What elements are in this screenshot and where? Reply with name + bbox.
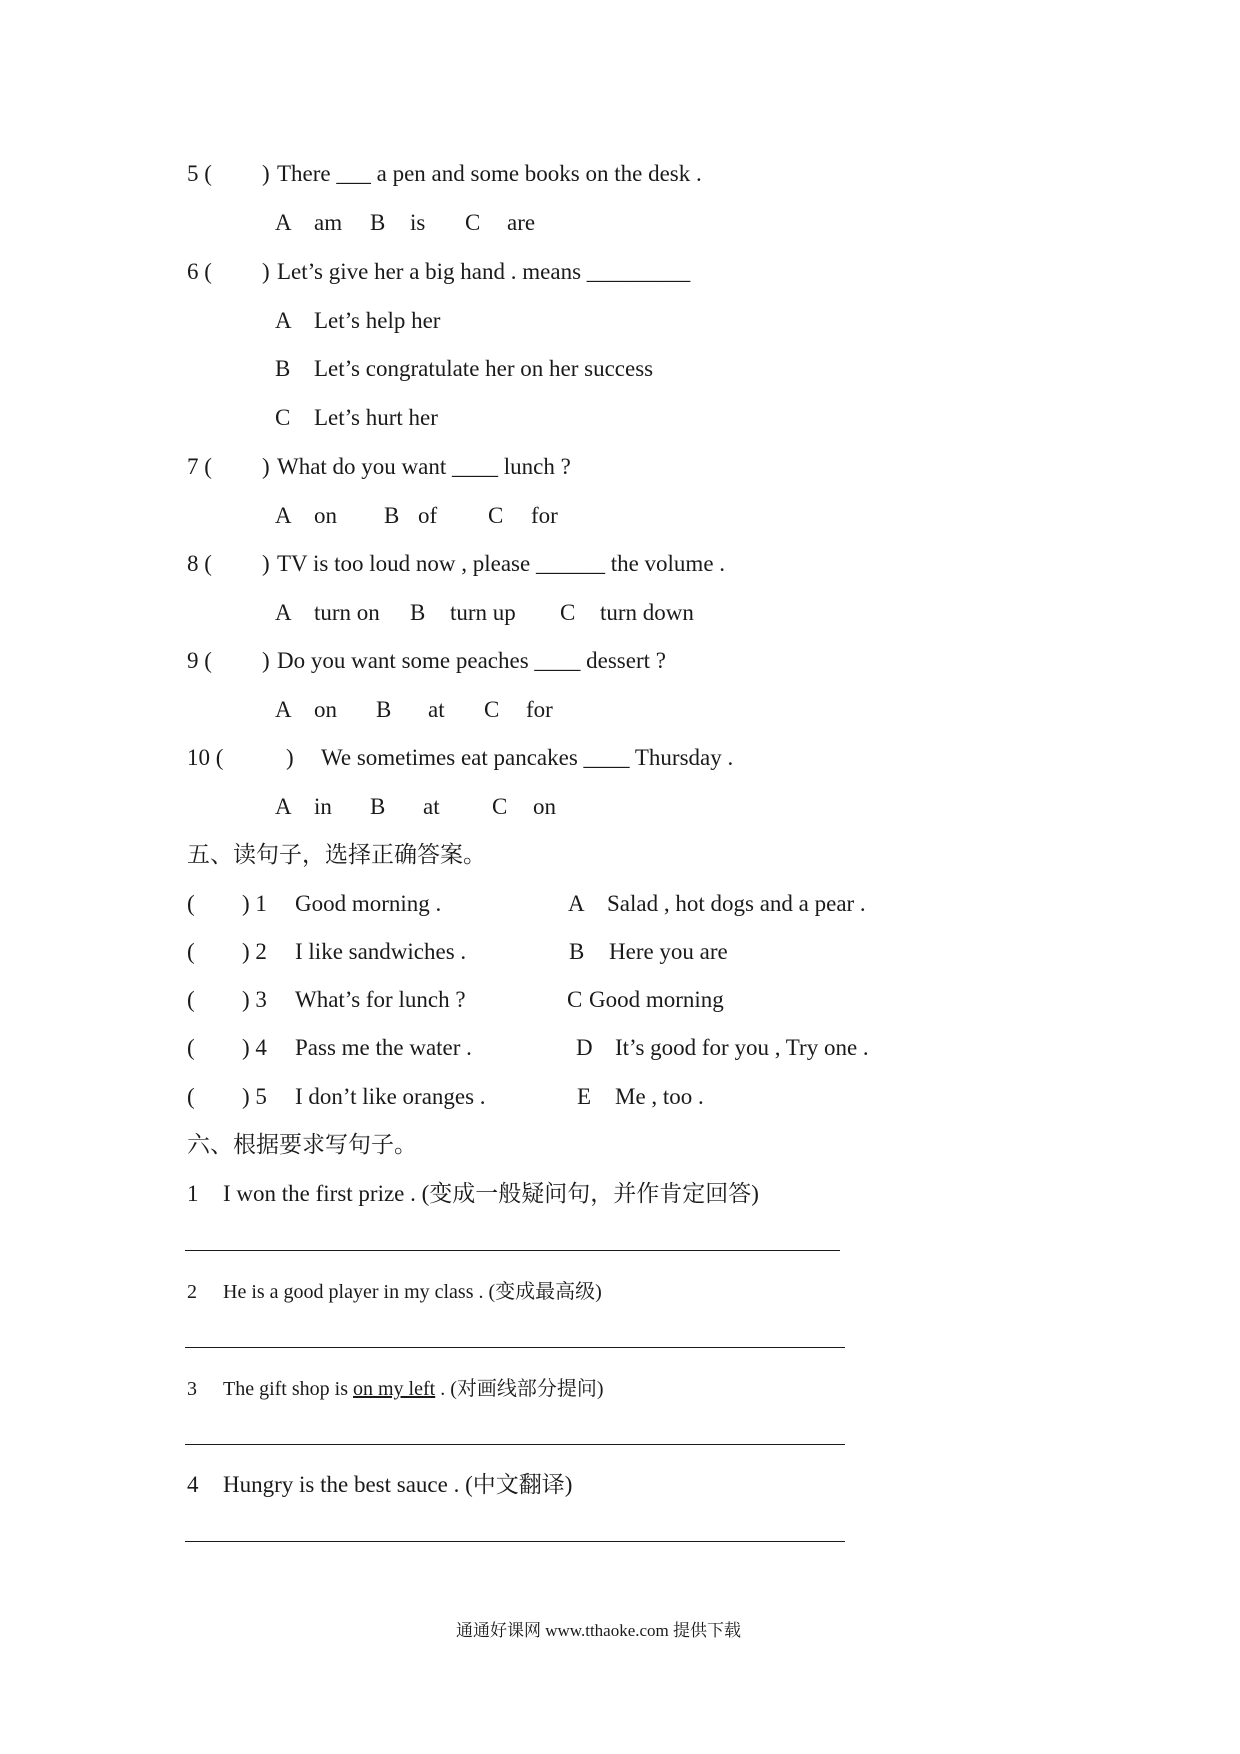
answer-line[interactable] [185,1444,845,1445]
option-text: are [507,210,536,235]
option-letter: B [275,356,291,381]
option-letter: B [370,794,386,819]
option-text: is [410,210,426,235]
option-letter: A [275,600,292,625]
option-letter: B [384,503,400,528]
answer-paren-close: ) [262,648,270,673]
option-letter: A [275,503,292,528]
option-letter: A [275,697,292,722]
item-number: 2 [187,1281,197,1303]
match-letter: D [576,1035,593,1060]
answer-paren-open: ( [187,939,195,964]
answer-line[interactable] [185,1347,845,1348]
answer-paren-close: ) [286,745,294,770]
option-letter: C [560,600,576,625]
question-number: 9 ( [187,648,212,673]
match-number: ) 3 [242,987,267,1012]
option-text: for [531,503,558,528]
question-number: 6 ( [187,259,212,284]
option-letter: C [484,697,500,722]
answer-paren-close: ) [262,259,270,284]
question-number: 5 ( [187,161,212,186]
match-right-text: It’s good for you , Try one . [615,1035,869,1060]
match-right-text: Here you are [609,939,728,964]
match-left-text: Good morning . [295,891,442,916]
option-text: am [314,210,343,235]
option-text: Let’s help her [314,308,441,333]
answer-line[interactable] [185,1250,840,1251]
option-text: of [418,503,438,528]
option-text: in [314,794,332,819]
option-text: Let’s congratulate her on her success [314,356,654,381]
option-letter: A [275,794,292,819]
item-number: 3 [187,1378,197,1400]
answer-paren-open: ( [187,891,195,916]
match-number: ) 1 [242,891,267,916]
answer-paren-close: ) [262,454,270,479]
answer-paren-open: ( [187,1035,195,1060]
option-letter: C [488,503,504,528]
item-text: Hungry is the best sauce . (中文翻译) [223,1472,573,1497]
item-text-post: . (对画线部分提问) [435,1378,604,1400]
match-left-text: I don’t like oranges . [295,1084,486,1109]
answer-paren-close: ) [262,551,270,576]
question-text: There ___ a pen and some books on the desk . [277,161,702,186]
option-text: turn up [450,600,516,625]
match-number: ) 4 [242,1035,267,1060]
option-text: at [423,794,440,819]
match-left-text: I like sandwiches . [295,939,467,964]
match-right-text: Me , too . [615,1084,704,1109]
item-text: He is a good player in my class . (变成最高级) [223,1281,602,1303]
match-number: ) 2 [242,939,267,964]
item-text: I won the first prize . (变成一般疑问句，并作肯定回答) [223,1181,759,1206]
section-5-title: 五、读句子，选择正确答案。 [187,842,486,867]
match-left-text: Pass me the water . [295,1035,472,1060]
option-letter: C [465,210,481,235]
option-letter: B [410,600,426,625]
answer-line[interactable] [185,1541,845,1542]
option-text: turn on [314,600,380,625]
match-left-text: What’s for lunch ? [295,987,466,1012]
option-letter: C [275,405,291,430]
option-letter: A [275,210,292,235]
option-letter: B [376,697,392,722]
underlined-phrase: on my left [353,1378,436,1400]
option-text: for [526,697,553,722]
question-number: 10 ( [187,745,224,770]
match-letter: B [569,939,585,964]
answer-paren-open: ( [187,1084,195,1109]
item-text [223,1376,604,1402]
match-letter: C [567,987,583,1012]
answer-paren-close: ) [262,161,270,186]
match-letter: A [568,891,585,916]
question-number: 7 ( [187,454,212,479]
option-letter: B [370,210,386,235]
match-right-text: Salad , hot dogs and a pear . [607,891,866,916]
match-number: ) 5 [242,1084,267,1109]
question-text: TV is too loud now , please ______ the volume . [277,551,726,576]
option-letter: C [492,794,508,819]
item-number: 1 [187,1181,199,1206]
section-6-title: 六、根据要求写句子。 [187,1132,417,1157]
item-number: 4 [187,1472,199,1497]
item-text-pre: The gift shop is [223,1378,353,1400]
option-text: Let’s hurt her [314,405,438,430]
question-number: 8 ( [187,551,212,576]
option-text: turn down [600,600,694,625]
answer-paren-open: ( [187,987,195,1012]
option-letter: A [275,308,292,333]
match-right-text: Good morning [589,987,724,1012]
option-text: on [314,697,337,722]
match-letter: E [577,1084,592,1109]
question-text: Do you want some peaches ____ dessert ? [277,648,666,673]
question-text: Let’s give her a big hand . means _________ [277,259,691,284]
question-text: We sometimes eat pancakes ____ Thursday . [321,745,734,770]
question-text: What do you want ____ lunch ? [277,454,571,479]
option-text: at [428,697,445,722]
option-text: on [533,794,556,819]
page-footer: 通通好课网 www.tthaoke.com 提供下载 [456,1621,742,1640]
option-text: on [314,503,337,528]
